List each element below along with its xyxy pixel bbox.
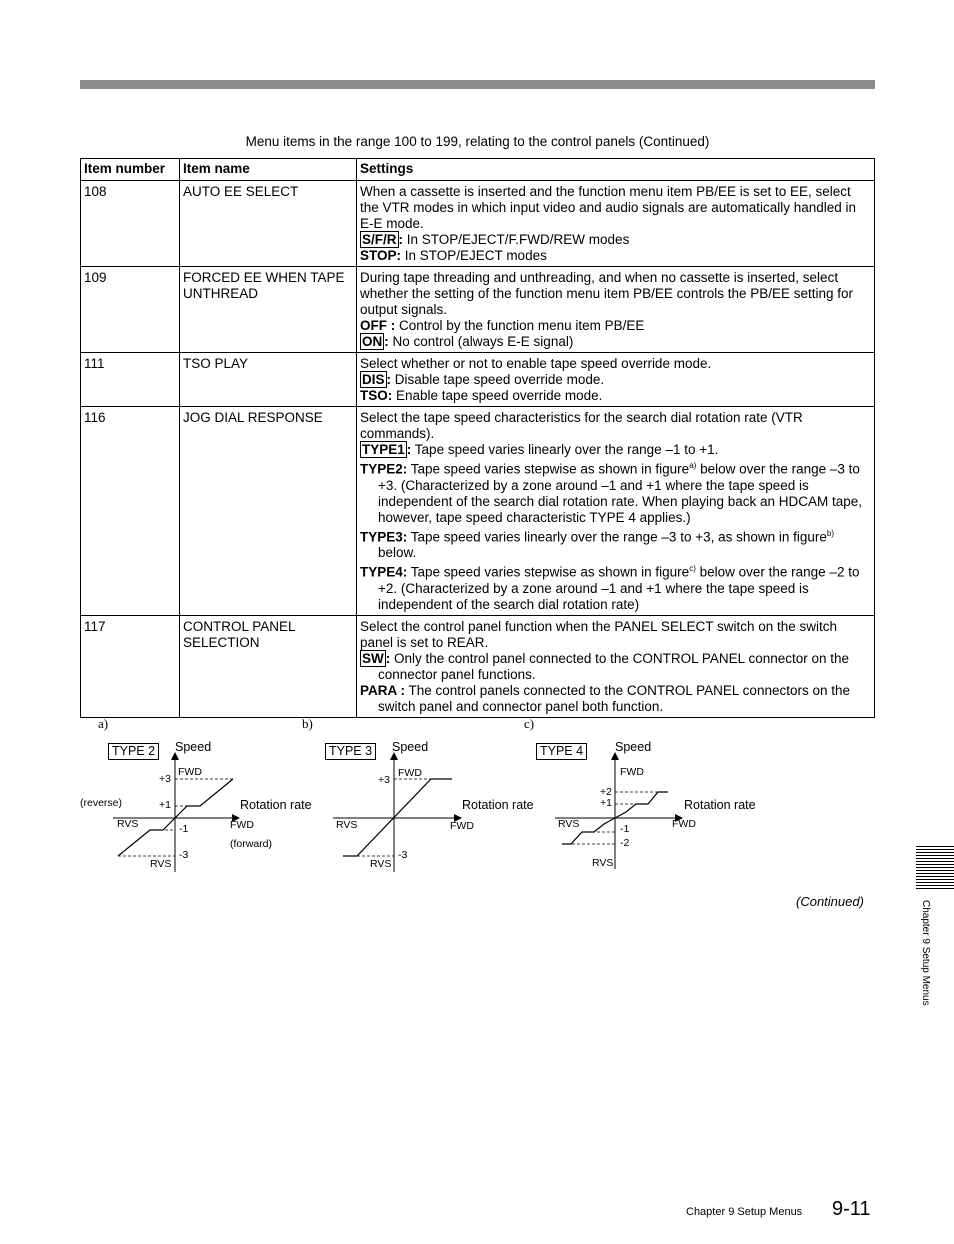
option-text: In STOP/EJECT modes: [404, 248, 547, 263]
rotation-label: Rotation rate: [462, 798, 534, 812]
item-number: 108: [81, 181, 180, 267]
setting-option: [360, 334, 871, 350]
setting-option: [360, 388, 871, 404]
table-row: [81, 267, 875, 353]
option-key: PARA :: [360, 682, 405, 698]
table-row: [81, 407, 875, 616]
setting-option: [360, 248, 871, 264]
rotation-label: Rotation rate: [240, 798, 312, 812]
item-settings: [357, 181, 875, 267]
option-text: Only the control panel connected to the CONTROL PANEL connector on the connector panel functions.: [378, 650, 850, 682]
setting-option: [360, 442, 871, 458]
rvs-label: RVS: [336, 819, 358, 831]
option-key: STOP:: [360, 248, 402, 263]
setting-option: [360, 561, 871, 613]
item-number: 109: [81, 267, 180, 353]
diagram-letter: c): [524, 716, 535, 731]
header-item-name: Item name: [180, 159, 357, 181]
settings-description: When a cassette is inserted and the function menu item PB/EE is set to EE, select the VTR modes in which input video and audio signals are automatically handled in E-E mode.: [360, 184, 857, 231]
tick-plus3: +3: [378, 774, 390, 786]
setting-option: [360, 458, 871, 526]
rotation-label: Rotation rate: [684, 798, 756, 812]
table-caption: Menu items in the range 100 to 199, relating to the control panels (Continued): [245, 134, 710, 149]
page-number: 9-11: [832, 1198, 871, 1220]
rvs-axis-label: RVS: [370, 858, 392, 870]
table-header-row: [81, 159, 875, 181]
default-option-key: S/F/R: [362, 232, 397, 247]
figure-reference: a): [689, 461, 697, 470]
type-label: TYPE 2: [108, 743, 159, 760]
reverse-label: (reverse): [80, 797, 123, 809]
diagram-letter: b): [302, 716, 313, 731]
option-text: Tape speed varies stepwise as shown in figure: [410, 461, 690, 477]
tick-minus3: -3: [398, 849, 408, 861]
tick-minus1: -1: [179, 823, 189, 835]
setting-option: [360, 651, 871, 683]
option-text: Tape speed varies linearly over the range –1 to +1.: [414, 442, 719, 457]
setting-option: [360, 232, 871, 248]
speed-label: Speed: [175, 740, 212, 754]
option-separator: :: [406, 442, 412, 457]
fwd-label: FWD: [398, 767, 422, 779]
rvs-label: RVS: [558, 818, 580, 830]
footer-chapter: Chapter 9 Setup Menus: [686, 1206, 803, 1218]
fwd-axis-label: FWD: [230, 819, 254, 831]
continued-note: (Continued): [796, 894, 864, 909]
figure-reference: c): [689, 564, 696, 573]
type4-graph: [0, 712, 954, 872]
rvs-label: RVS: [117, 818, 139, 830]
option-key: TYPE2:: [360, 461, 408, 477]
item-number: 116: [81, 407, 180, 616]
forward-label: (forward): [230, 838, 273, 850]
setting-option: [360, 318, 871, 334]
option-key: TSO:: [360, 388, 393, 403]
type-label: TYPE 4: [536, 743, 587, 760]
tick-plus1: +1: [600, 797, 612, 809]
option-key: TYPE4:: [360, 564, 408, 580]
chapter-thumb-tab: [916, 845, 954, 889]
tick-minus2: -2: [620, 837, 630, 849]
fwd-label: FWD: [620, 766, 644, 778]
option-text: In STOP/EJECT/F.FWD/REW modes: [406, 232, 630, 247]
settings-description: During tape threading and unthreading, and when no cassette is inserted, select whether the setting of the function menu item PB/EE controls the PB/EE setting for output signals.: [360, 270, 854, 317]
item-settings: [357, 353, 875, 407]
speed-label: Speed: [615, 740, 652, 754]
setting-option: [360, 683, 871, 715]
default-option-key: DIS: [362, 372, 385, 387]
option-text-continued: below over the range –3 to +3. (Characterized by a zone around –1 and +1 where the tape speed is independent of the search dial rotation rate. When playing back an HDCAM tape, however, tape speed characteristic TYPE 4 applies.): [378, 461, 863, 525]
option-separator: :: [384, 334, 389, 349]
fwd-axis-label: FWD: [450, 820, 474, 832]
item-name: JOG DIAL RESPONSE: [180, 407, 357, 616]
option-text: Control by the function menu item PB/EE: [399, 318, 645, 333]
item-name: AUTO EE SELECT: [180, 181, 357, 267]
rvs-axis-label: RVS: [150, 858, 172, 870]
option-text-continued: below.: [378, 545, 417, 560]
item-settings: [357, 267, 875, 353]
top-rule: [80, 80, 875, 89]
table-row: [81, 181, 875, 267]
setting-option: [360, 372, 871, 388]
rvs-axis-label: RVS: [592, 857, 614, 869]
tick-minus3: -3: [179, 849, 189, 861]
default-option-key: TYPE1: [362, 442, 405, 457]
fwd-axis-label: FWD: [672, 818, 696, 830]
option-key: TYPE3:: [360, 529, 408, 544]
item-settings: [357, 615, 875, 717]
type-label: TYPE 3: [325, 743, 376, 760]
tick-plus3: +3: [159, 773, 171, 785]
option-text: The control panels connected to the CONTROL PANEL connectors on the switch panel and connector panel both function.: [378, 682, 851, 714]
option-separator: :: [386, 372, 392, 387]
item-settings: [357, 407, 875, 616]
option-key: OFF :: [360, 318, 396, 333]
option-text-continued: below over the range –2 to +2. (Characterized by a zone around –1 and +1 where the tape speed is independent of the search dial rotation rate): [378, 564, 860, 612]
option-text: Enable tape speed override mode.: [396, 388, 603, 403]
table-row: [81, 353, 875, 407]
item-name: TSO PLAY: [180, 353, 357, 407]
option-separator: :: [385, 650, 391, 666]
header-settings: Settings: [357, 159, 875, 181]
header-item-number: Item number: [81, 159, 180, 181]
option-text: No control (always E-E signal): [392, 334, 574, 349]
item-name: FORCED EE WHEN TAPE UNTHREAD: [180, 267, 357, 353]
fwd-label: FWD: [178, 766, 202, 778]
tick-minus1: -1: [620, 823, 630, 835]
option-text: Tape speed varies stepwise as shown in figure: [410, 564, 690, 580]
figure-reference: b): [826, 528, 835, 538]
settings-description: Select whether or not to enable tape speed override mode.: [360, 356, 712, 371]
item-name: CONTROL PANEL SELECTION: [180, 615, 357, 717]
settings-description: Select the control panel function when the PANEL SELECT switch on the switch panel is set to REAR.: [360, 618, 838, 650]
side-chapter-label: Chapter 9 Setup Menus: [920, 900, 931, 1006]
option-separator: :: [398, 232, 404, 247]
setting-option: [360, 526, 871, 562]
default-option-key: SW: [362, 650, 384, 666]
speed-label: Speed: [392, 740, 429, 754]
menu-items-table: [80, 158, 875, 718]
settings-description: Select the tape speed characteristics for the search dial rotation rate (VTR commands).: [360, 410, 803, 441]
diagram-letter: a): [98, 716, 109, 731]
table-row: [81, 615, 875, 717]
option-text: Tape speed varies linearly over the range –3 to +3, as shown in figure: [410, 529, 827, 544]
tick-plus2: +2: [600, 786, 612, 798]
item-number: 117: [81, 615, 180, 717]
option-text: Disable tape speed override mode.: [394, 372, 605, 387]
item-number: 111: [81, 353, 180, 407]
tick-plus1: +1: [159, 799, 171, 811]
default-option-key: ON: [362, 334, 383, 349]
